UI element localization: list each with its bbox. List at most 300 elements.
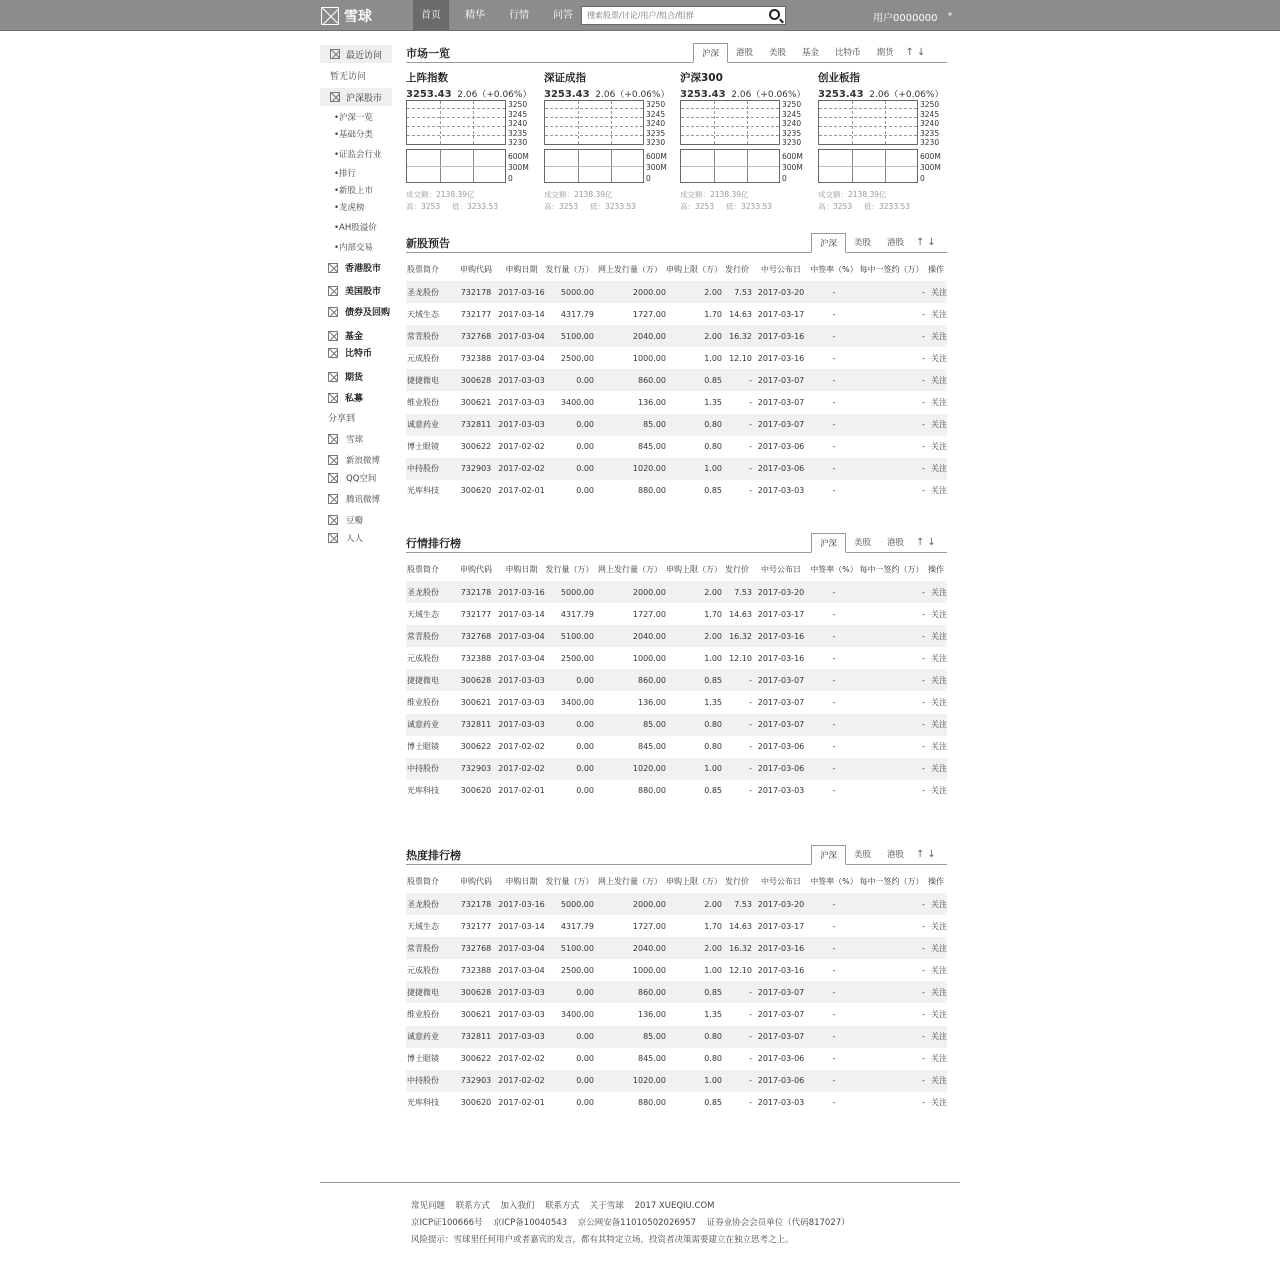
share-title: 分享到 <box>328 414 356 424</box>
table-cell: 常青股份 <box>406 325 454 347</box>
table-cell: - <box>922 742 925 752</box>
table-cell: - <box>810 1070 858 1092</box>
share-tencent-weibo[interactable]: 腾讯微博 <box>328 493 380 505</box>
tab-us[interactable]: 美股 <box>854 850 872 860</box>
column-header: 中签率（%） <box>810 564 858 574</box>
table-cell: 2017-02-02 <box>498 1070 545 1092</box>
volume-tick: 600M <box>508 152 529 161</box>
tab-hs[interactable]: 沪深 <box>811 533 846 553</box>
follow-button[interactable]: 关注 <box>931 698 947 708</box>
table-cell: 1020.00 <box>594 458 666 480</box>
image-placeholder-icon <box>330 49 340 59</box>
column-header: 网上发行量（万） <box>598 876 662 886</box>
table-cell: - <box>832 742 836 752</box>
column-header: 申购代码 <box>460 564 492 574</box>
table-cell: 2017-03-07 <box>752 1026 810 1048</box>
table-cell: 300628 <box>454 981 498 1003</box>
table-cell: 2017-03-03 <box>757 486 805 496</box>
volume-tick: 0 <box>920 174 925 183</box>
market-ranking-tabs <box>811 533 947 553</box>
follow-button[interactable]: 关注 <box>925 581 947 603</box>
column-header: 申购上限（万） <box>666 264 722 274</box>
index-card[interactable] <box>680 70 810 211</box>
search-icon[interactable] <box>769 9 780 20</box>
table-cell: 光库科技 <box>407 486 439 496</box>
table-cell: 0.00 <box>545 714 594 736</box>
table-cell: - <box>858 1070 925 1092</box>
table-row <box>406 691 947 713</box>
share-douban[interactable]: 豆瓣 <box>328 514 363 526</box>
table-cell: 中持股份 <box>406 458 454 480</box>
table-cell: 2017-03-04 <box>498 353 545 363</box>
table-cell: - <box>858 669 925 691</box>
follow-button[interactable]: 关注 <box>925 714 947 736</box>
table-cell: 732177 <box>460 921 492 931</box>
tab-us[interactable]: 美股 <box>854 538 872 548</box>
follow-button[interactable]: 关注 <box>925 669 947 691</box>
follow-button[interactable]: 关注 <box>931 309 947 319</box>
sidebar-item-basic-category[interactable]: •基础分类 <box>334 130 374 140</box>
turnover-text: 成交额：2138.39亿 <box>818 190 887 199</box>
table-cell: 85.00 <box>594 714 666 736</box>
table-cell: 0.00 <box>576 742 594 752</box>
share-xueqiu[interactable]: 雪球 <box>328 433 363 445</box>
table-row <box>406 325 947 347</box>
table-cell: 4317.79 <box>560 309 594 319</box>
table-cell: 元成股份 <box>407 965 439 975</box>
table-cell: 12.10 <box>729 353 752 363</box>
table-cell: 2017-03-03 <box>757 786 805 796</box>
table-cell: 2017-03-04 <box>498 625 545 647</box>
table-cell: 2017-03-16 <box>752 325 810 347</box>
table-cell: 732903 <box>454 758 498 780</box>
table-cell: 2.00 <box>666 581 722 603</box>
index-value: 3253.43 <box>406 89 452 100</box>
table-cell: - <box>858 325 925 347</box>
column-header: 网上发行量（万） <box>598 564 662 574</box>
follow-button[interactable]: 关注 <box>925 369 947 391</box>
price-tick: 3250 <box>782 100 802 109</box>
table-cell: 12.10 <box>729 965 752 975</box>
table-cell: 85.00 <box>594 414 666 436</box>
table-cell: 1000.00 <box>632 353 666 363</box>
table-cell: 300620 <box>460 486 492 496</box>
table-cell: 天域生态 <box>407 609 439 619</box>
follow-button[interactable]: 关注 <box>931 921 947 931</box>
tab-hk[interactable]: 港股 <box>887 238 905 248</box>
table-cell: 2017-02-01 <box>498 1098 545 1108</box>
image-placeholder-icon <box>328 331 338 341</box>
footer-link-contact[interactable]: 联系方式 <box>455 1201 490 1211</box>
footer-license: 证券业协会会员单位（代码817027） <box>706 1218 850 1228</box>
table-cell: 2500.00 <box>560 353 594 363</box>
table-cell: 2017-03-07 <box>752 669 810 691</box>
table-row <box>406 436 947 458</box>
table-cell: 7.53 <box>722 893 752 915</box>
follow-button[interactable]: 关注 <box>925 981 947 1003</box>
table-cell: 2017-03-04 <box>498 653 545 663</box>
column-header: 中签率（%） <box>810 264 858 274</box>
footer-link-about[interactable]: 关于雪球 <box>589 1201 624 1211</box>
sidebar-item-futures[interactable]: 期货 <box>328 370 363 383</box>
renren-icon <box>328 533 338 543</box>
nav-home[interactable]: 首页 <box>413 0 449 31</box>
table-cell: 3400.00 <box>560 698 594 708</box>
table-cell: 1000.00 <box>632 653 666 663</box>
follow-button[interactable]: 关注 <box>925 458 947 480</box>
chevron-down-icon[interactable]: ▾ <box>948 10 953 19</box>
table-cell: 中持股份 <box>406 758 454 780</box>
user-menu[interactable]: 用户0000000 <box>873 13 938 24</box>
table-row <box>406 981 947 1003</box>
nav-qa[interactable]: 问答 <box>553 10 573 21</box>
table-cell: 0.00 <box>545 669 594 691</box>
follow-button[interactable]: 关注 <box>931 609 947 619</box>
sidebar-item-dragon-tiger[interactable]: •龙虎榜 <box>334 203 365 213</box>
sort-arrows-icon[interactable]: ↑↓ <box>916 237 939 248</box>
table-cell: - <box>832 398 836 408</box>
sidebar-item-new-listing[interactable]: •新股上市 <box>334 186 374 196</box>
tab-fund[interactable]: 基金 <box>802 48 820 58</box>
table-cell: 博士眼镜 <box>407 442 439 452</box>
sidebar-item-fund[interactable]: 基金 <box>328 329 363 342</box>
sidebar-item-hk[interactable]: 香港股市 <box>328 261 381 274</box>
footer-copyright: 2017 XUEQIU.COM <box>634 1201 715 1211</box>
table-cell: 2000.00 <box>594 893 666 915</box>
sidebar-item-insider-trading[interactable]: •内部交易 <box>334 243 374 253</box>
follow-button[interactable]: 关注 <box>931 442 947 452</box>
table-cell: 2017-03-07 <box>752 981 810 1003</box>
table-cell: 2017-03-06 <box>752 458 810 480</box>
price-tick: 3240 <box>782 119 802 128</box>
weibo-icon <box>328 455 338 465</box>
table-row <box>406 303 947 325</box>
table-cell: 2017-03-06 <box>752 1070 810 1092</box>
price-tick: 3230 <box>646 138 666 147</box>
column-header: 每中一签约（万） <box>859 876 924 886</box>
follow-button[interactable]: 关注 <box>925 893 947 915</box>
column-header: 申购上限（万） <box>666 876 722 886</box>
column-header: 发行量（万） <box>545 876 594 886</box>
price-tick: 3235 <box>646 128 666 138</box>
column-header: 中签率（%） <box>810 876 858 886</box>
price-tick: 3250 <box>646 100 666 109</box>
table-cell: - <box>810 714 858 736</box>
follow-button[interactable]: 关注 <box>925 325 947 347</box>
index-value: 3253.43 <box>818 89 864 100</box>
footer-divider <box>320 1182 960 1183</box>
sidebar-hs-header[interactable] <box>320 88 392 106</box>
table-cell: 1.35 <box>704 1010 722 1020</box>
table-cell: 300621 <box>460 398 492 408</box>
table-cell: 732178 <box>454 893 498 915</box>
table-cell: - <box>722 981 752 1003</box>
table-cell: 5000.00 <box>545 581 594 603</box>
table-row <box>406 1048 947 1070</box>
logo[interactable] <box>321 6 372 26</box>
table-cell: - <box>749 1098 752 1108</box>
tab-hs[interactable]: 沪深 <box>811 845 846 865</box>
price-tick: 3230 <box>782 138 802 147</box>
table-cell: 732177 <box>460 309 492 319</box>
follow-button[interactable]: 关注 <box>931 1054 947 1064</box>
volume-axis-labels <box>646 151 667 184</box>
image-placeholder-icon <box>328 348 338 358</box>
table-cell: - <box>810 669 858 691</box>
table-cell: - <box>749 398 752 408</box>
column-header: 发行价 <box>725 876 749 886</box>
table-cell: 2.00 <box>666 281 722 303</box>
table-cell: 16.32 <box>722 625 752 647</box>
table-cell: - <box>922 921 925 931</box>
volume-tick: 0 <box>782 174 787 183</box>
follow-button[interactable]: 关注 <box>931 653 947 663</box>
table-cell: - <box>810 281 858 303</box>
table-cell: 5100.00 <box>545 325 594 347</box>
follow-button[interactable]: 关注 <box>931 1010 947 1020</box>
index-card[interactable] <box>544 70 674 211</box>
share-qzone[interactable]: QQ空间 <box>328 472 376 484</box>
footer-risk-notice: 风险提示：雪球里任何用户或者嘉宾的发言，都有其特定立场，投资者决策需要建立在独立思考之上。 <box>411 1235 794 1245</box>
table-cell: 5000.00 <box>545 893 594 915</box>
follow-button[interactable]: 关注 <box>931 1098 947 1108</box>
follow-button[interactable]: 关注 <box>925 281 947 303</box>
table-cell: 0.00 <box>545 1070 594 1092</box>
table-cell: 博士眼镜 <box>407 742 439 752</box>
table-cell: 0.85 <box>666 669 722 691</box>
table-header <box>406 557 947 581</box>
table-cell: 2017-03-07 <box>752 369 810 391</box>
sort-arrows-icon[interactable]: ↑↓ <box>916 537 939 548</box>
table-cell: 1.70 <box>704 309 722 319</box>
table-cell: 2017-03-04 <box>498 325 545 347</box>
index-card[interactable] <box>406 70 536 211</box>
table-cell: 2.00 <box>666 893 722 915</box>
table-cell: - <box>810 458 858 480</box>
column-header: 网上发行量（万） <box>598 264 662 274</box>
table-cell: 2017-03-20 <box>752 581 810 603</box>
tab-hk[interactable]: 港股 <box>736 48 754 58</box>
footer-link-contact-2[interactable]: 联系方式 <box>545 1201 580 1211</box>
tab-bitcoin[interactable]: 比特币 <box>835 48 861 58</box>
index-values <box>544 87 674 100</box>
follow-button[interactable]: 关注 <box>925 1026 947 1048</box>
nav-market[interactable]: 行情 <box>509 10 529 21</box>
column-header: 发行量（万） <box>545 564 594 574</box>
table-cell: - <box>722 1026 752 1048</box>
table-cell: - <box>858 893 925 915</box>
table-cell: 5100.00 <box>545 937 594 959</box>
table-cell: 0.00 <box>576 486 594 496</box>
table-cell: 300621 <box>460 1010 492 1020</box>
follow-button[interactable]: 关注 <box>931 486 947 496</box>
sidebar-item-ah-premium[interactable]: •AH股溢价 <box>334 223 377 233</box>
sidebar-item-private-equity[interactable]: 私募 <box>328 391 363 404</box>
table-cell: - <box>858 1026 925 1048</box>
table-cell: 2017-03-07 <box>752 714 810 736</box>
table-cell: - <box>810 625 858 647</box>
price-axis-labels <box>646 100 665 148</box>
table-cell: - <box>858 714 925 736</box>
table-cell: - <box>832 921 836 931</box>
column-header: 每中一签约（万） <box>859 264 924 274</box>
sidebar-item-csrc-industry[interactable]: •证监会行业 <box>334 150 382 160</box>
sort-arrows-icon[interactable]: ↑↓ <box>916 849 939 860</box>
table-cell: - <box>922 965 925 975</box>
table-cell: - <box>832 309 836 319</box>
table-cell: 2017-02-02 <box>498 758 545 780</box>
high-low-text: 高：3253 低：3233.53 <box>544 202 637 211</box>
turnover-text: 成交额：2138.39亿 <box>680 190 749 199</box>
price-tick: 3240 <box>646 119 666 128</box>
table-cell: 博士眼镜 <box>407 1054 439 1064</box>
follow-button[interactable]: 关注 <box>925 1070 947 1092</box>
table-cell: 0.00 <box>545 1026 594 1048</box>
tab-us[interactable]: 美股 <box>854 238 872 248</box>
table-cell: 2500.00 <box>560 965 594 975</box>
table-cell: 0.00 <box>576 1054 594 1064</box>
table-row <box>406 480 947 502</box>
table-cell: 2017-02-01 <box>498 486 545 496</box>
sort-arrows-icon[interactable]: ↑↓ <box>905 47 929 58</box>
table-cell: - <box>858 458 925 480</box>
sidebar-item-bitcoin[interactable]: 比特币 <box>328 346 372 359</box>
table-cell: - <box>749 442 752 452</box>
follow-button[interactable]: 关注 <box>925 937 947 959</box>
table-cell: 880.00 <box>638 1098 666 1108</box>
table-cell: 14.63 <box>729 921 752 931</box>
sidebar-item-bonds[interactable]: 债券及回购 <box>328 305 390 318</box>
column-header: 操作 <box>928 564 944 574</box>
index-value: 3253.43 <box>680 89 726 100</box>
volume-tick: 0 <box>508 174 513 183</box>
table-cell: - <box>858 581 925 603</box>
xueqiu-icon <box>328 434 338 444</box>
table-cell: 2017-02-02 <box>498 458 545 480</box>
footer-link-join[interactable]: 加入我们 <box>500 1201 535 1211</box>
sidebar-item-hs-overview[interactable]: •沪深一览 <box>334 113 374 123</box>
table-cell: - <box>722 369 752 391</box>
table-cell: - <box>832 1098 836 1108</box>
follow-button[interactable]: 关注 <box>925 758 947 780</box>
tab-hs[interactable]: 沪深 <box>693 43 728 63</box>
table-row <box>406 714 947 736</box>
table-cell: 16.32 <box>722 325 752 347</box>
index-name: 深证成指 <box>544 72 586 84</box>
table-cell: 诚意药业 <box>406 714 454 736</box>
table-cell: 2017-03-03 <box>498 669 545 691</box>
tab-hs[interactable]: 沪深 <box>811 233 846 253</box>
table-cell: 2.00 <box>666 325 722 347</box>
footer-link-faq[interactable]: 常见问题 <box>411 1201 446 1211</box>
table-row <box>406 893 947 915</box>
image-placeholder-icon <box>328 307 338 317</box>
sidebar-item-us[interactable]: 美国股市 <box>328 284 381 297</box>
price-chart <box>544 100 644 145</box>
table-cell: - <box>858 758 925 780</box>
tab-hk[interactable]: 港股 <box>887 538 905 548</box>
column-header: 操作 <box>928 876 944 886</box>
table-row <box>406 1092 947 1114</box>
share-renren[interactable]: 人人 <box>328 532 363 544</box>
table-cell: 300620 <box>460 786 492 796</box>
table-cell: - <box>810 581 858 603</box>
table-cell: 1.35 <box>704 398 722 408</box>
table-cell: 2017-02-02 <box>498 742 545 752</box>
follow-button[interactable]: 关注 <box>931 353 947 363</box>
logo-text: 雪球 <box>344 9 372 25</box>
table-cell: - <box>858 981 925 1003</box>
footer-license: 京ICP证100666号 <box>411 1218 483 1228</box>
table-cell: - <box>922 609 925 619</box>
nav-featured[interactable]: 精华 <box>465 10 485 21</box>
table-row <box>406 281 947 303</box>
tab-hk[interactable]: 港股 <box>887 850 905 860</box>
sidebar-item-ranking[interactable]: •排行 <box>334 169 357 179</box>
table-cell: - <box>858 281 925 303</box>
index-name: 上阵指数 <box>406 72 448 84</box>
table-cell: 2040.00 <box>594 325 666 347</box>
follow-button[interactable]: 关注 <box>925 625 947 647</box>
price-tick: 3245 <box>646 109 666 119</box>
table-cell: - <box>858 937 925 959</box>
table-cell: 732903 <box>454 1070 498 1092</box>
follow-button[interactable]: 关注 <box>931 398 947 408</box>
table-cell: 1.70 <box>704 921 722 931</box>
price-tick: 3235 <box>782 128 802 138</box>
table-cell: - <box>832 1054 836 1064</box>
table-cell: 732388 <box>460 965 492 975</box>
table-cell: 5100.00 <box>545 625 594 647</box>
column-header: 股票简介 <box>407 564 439 574</box>
table-row <box>406 758 947 780</box>
share-weibo[interactable]: 新浪微博 <box>328 454 380 466</box>
table-cell: 元成股份 <box>407 653 439 663</box>
tab-us[interactable]: 美股 <box>769 48 787 58</box>
table-cell: 1020.00 <box>594 758 666 780</box>
table-cell: - <box>722 458 752 480</box>
table-cell: 圣龙股份 <box>406 893 454 915</box>
follow-button[interactable]: 关注 <box>925 414 947 436</box>
table-cell: - <box>922 353 925 363</box>
table-cell: 常青股份 <box>406 625 454 647</box>
table-cell: 3400.00 <box>560 398 594 408</box>
sidebar-recent-header[interactable] <box>320 45 392 63</box>
table-cell: 1.35 <box>704 698 722 708</box>
table-cell: - <box>749 786 752 796</box>
follow-button[interactable]: 关注 <box>931 742 947 752</box>
column-header: 申购代码 <box>460 876 492 886</box>
follow-button[interactable]: 关注 <box>931 965 947 975</box>
table-cell: 中持股份 <box>406 1070 454 1092</box>
column-header: 每中一签约（万） <box>859 564 924 574</box>
tab-futures[interactable]: 期货 <box>876 48 894 58</box>
table-cell: 2017-03-03 <box>498 369 545 391</box>
table-cell: - <box>832 353 836 363</box>
table-cell: 2017-02-02 <box>498 442 545 452</box>
table-cell: 2017-02-02 <box>498 1054 545 1064</box>
table-cell: 2017-03-06 <box>757 742 805 752</box>
image-placeholder-icon <box>328 372 338 382</box>
image-placeholder-icon <box>328 286 338 296</box>
table-cell: 0.00 <box>576 786 594 796</box>
search-input[interactable] <box>582 7 762 24</box>
table-row <box>406 414 947 436</box>
market-title: 市场一览 <box>406 47 450 60</box>
index-card[interactable] <box>818 70 948 211</box>
table-cell: 2017-03-03 <box>757 1098 805 1108</box>
follow-button[interactable]: 关注 <box>931 786 947 796</box>
